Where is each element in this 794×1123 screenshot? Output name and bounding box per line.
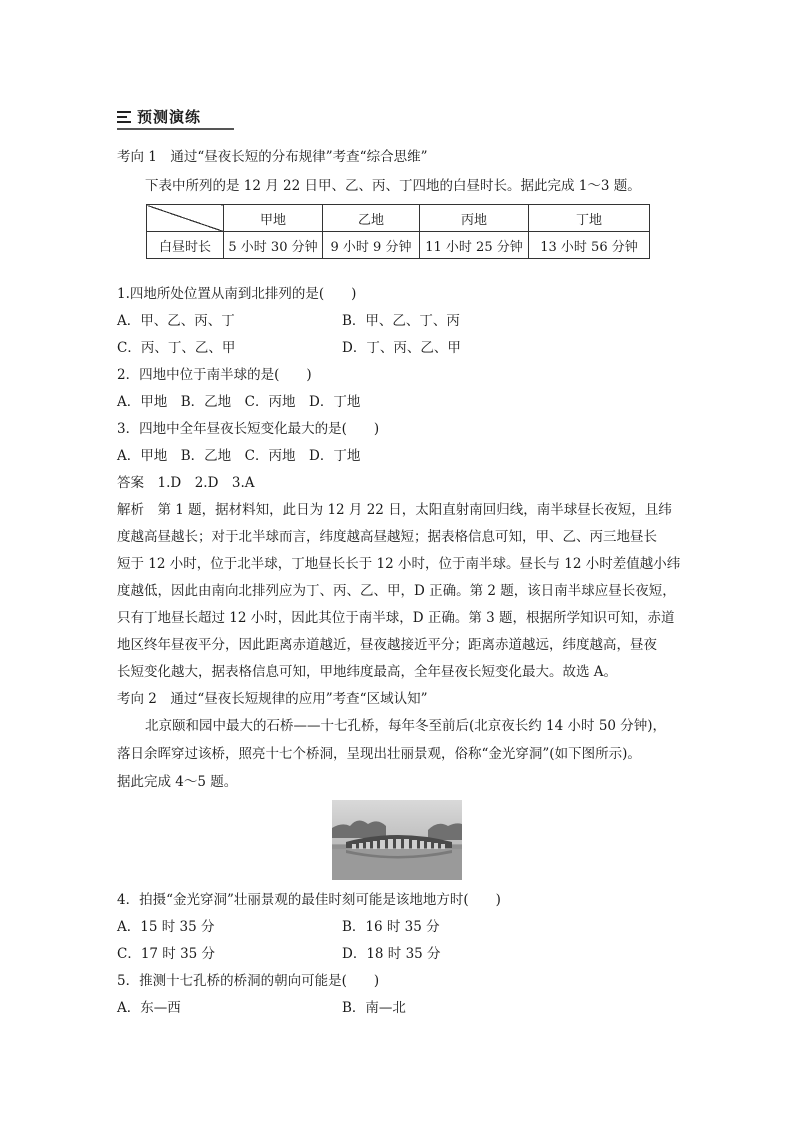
- section-header: [117, 106, 201, 127]
- analysis-line: 长短变化越大，据表格信息可知，甲地纬度最高，全年昼夜长短变化最大。故选 A。: [117, 664, 618, 680]
- table-cell: 5 小时 30 分钟: [224, 232, 323, 259]
- answer-line: 答案 1.D 2.D 3.A: [117, 475, 255, 491]
- q4-option-b: B．16 时 35 分: [342, 919, 440, 935]
- bridge-photo: [332, 800, 462, 880]
- daylight-table: [146, 204, 650, 259]
- q5-option-a: A．东—西: [117, 1000, 181, 1016]
- intro1-text: 下表中所列的是 12 月 22 日甲、乙、丙、丁四地的白昼时长。据此完成 1～3 题。: [145, 178, 641, 194]
- q5-option-b: B．南—北: [342, 1000, 406, 1016]
- table-cell: 11 小时 25 分钟: [420, 232, 529, 259]
- q3-options: A．甲地 B．乙地 C．丙地 D．丁地: [117, 448, 361, 464]
- table-header-cell: 乙地: [323, 205, 420, 232]
- analysis-line: 度越高昼越长；对于北半球而言，纬度越高昼越短；据表格信息可知，甲、乙、丙三地昼长: [117, 529, 657, 545]
- table-row-label: 白昼时长: [147, 232, 224, 259]
- table-header-cell: 甲地: [224, 205, 323, 232]
- passage2-line: 据此完成 4～5 题。: [117, 774, 238, 790]
- table-header-cell: 丁地: [529, 205, 650, 232]
- q4-option-a: A．15 时 35 分: [117, 919, 215, 935]
- table-cell: 13 小时 56 分钟: [529, 232, 650, 259]
- analysis-line: 地区终年昼夜平分，因此距离赤道越近，昼夜越接近平分；距离赤道越远，纬度越高，昼夜: [117, 637, 657, 653]
- table-header-cell: 丙地: [420, 205, 529, 232]
- analysis-line: 只有丁地昼长超过 12 小时，因此其位于南半球，D 正确。第 3 题，根据所学知识可知，赤道: [117, 610, 675, 626]
- q1-stem: 1.四地所处位置从南到北排列的是( ): [117, 286, 357, 302]
- list-icon: [117, 110, 131, 124]
- q3-stem: 3．四地中全年昼夜长短变化最大的是( ): [117, 421, 380, 437]
- passage2-line: 北京颐和园中最大的石桥——十七孔桥，每年冬至前后(北京夜长约 14 小时 50 分钟)，: [145, 718, 667, 734]
- analysis-line: 度越低，因此由南向北排列应为丁、丙、乙、甲，D 正确。第 2 题，该日南半球应昼长夜短，: [117, 583, 676, 599]
- q4-option-d: D．18 时 35 分: [342, 946, 441, 962]
- table-row: [147, 232, 650, 259]
- q1-option-b: B．甲、乙、丁、丙: [342, 313, 460, 329]
- section-title: 预测演练: [137, 108, 202, 126]
- passage2-line: 落日余晖穿过该桥，照亮十七个桥洞，呈现出壮丽景观，俗称“金光穿洞”(如下图所示)。: [117, 746, 641, 762]
- header-rule: [117, 128, 234, 130]
- q2-options: A．甲地 B．乙地 C．丙地 D．丁地: [117, 394, 361, 410]
- q2-stem: 2．四地中位于南半球的是( ): [117, 367, 312, 383]
- topic2-title: 考向 2 通过“昼夜长短规律的应用”考查“区域认知”: [117, 691, 428, 707]
- q4-option-c: C．17 时 35 分: [117, 946, 216, 962]
- table-header-row: [147, 205, 650, 232]
- analysis-line: 短于 12 小时，位于北半球，丁地昼长长于 12 小时，位于南半球。昼长与 12 小时差值越小纬: [117, 556, 681, 572]
- table-cell: 9 小时 9 分钟: [323, 232, 420, 259]
- q5-stem: 5．推测十七孔桥的桥洞的朝向可能是( ): [117, 973, 380, 989]
- table-corner-cell: [147, 205, 224, 232]
- q4-stem: 4．拍摄“金光穿洞”壮丽景观的最佳时刻可能是该地地方时( ): [117, 892, 501, 908]
- q1-option-c: C．丙、丁、乙、甲: [117, 340, 236, 356]
- q1-option-d: D．丁、丙、乙、甲: [342, 340, 461, 356]
- topic1-title: 考向 1 通过“昼夜长短的分布规律”考查“综合思维”: [117, 149, 428, 165]
- seventeen-arch-bridge-image: [332, 800, 462, 880]
- analysis-line: 解析 第 1 题，据材料知，此日为 12 月 22 日，太阳直射南回归线，南半球昼长夜短，且纬: [117, 502, 672, 518]
- q1-option-a: A．甲、乙、丙、丁: [117, 313, 235, 329]
